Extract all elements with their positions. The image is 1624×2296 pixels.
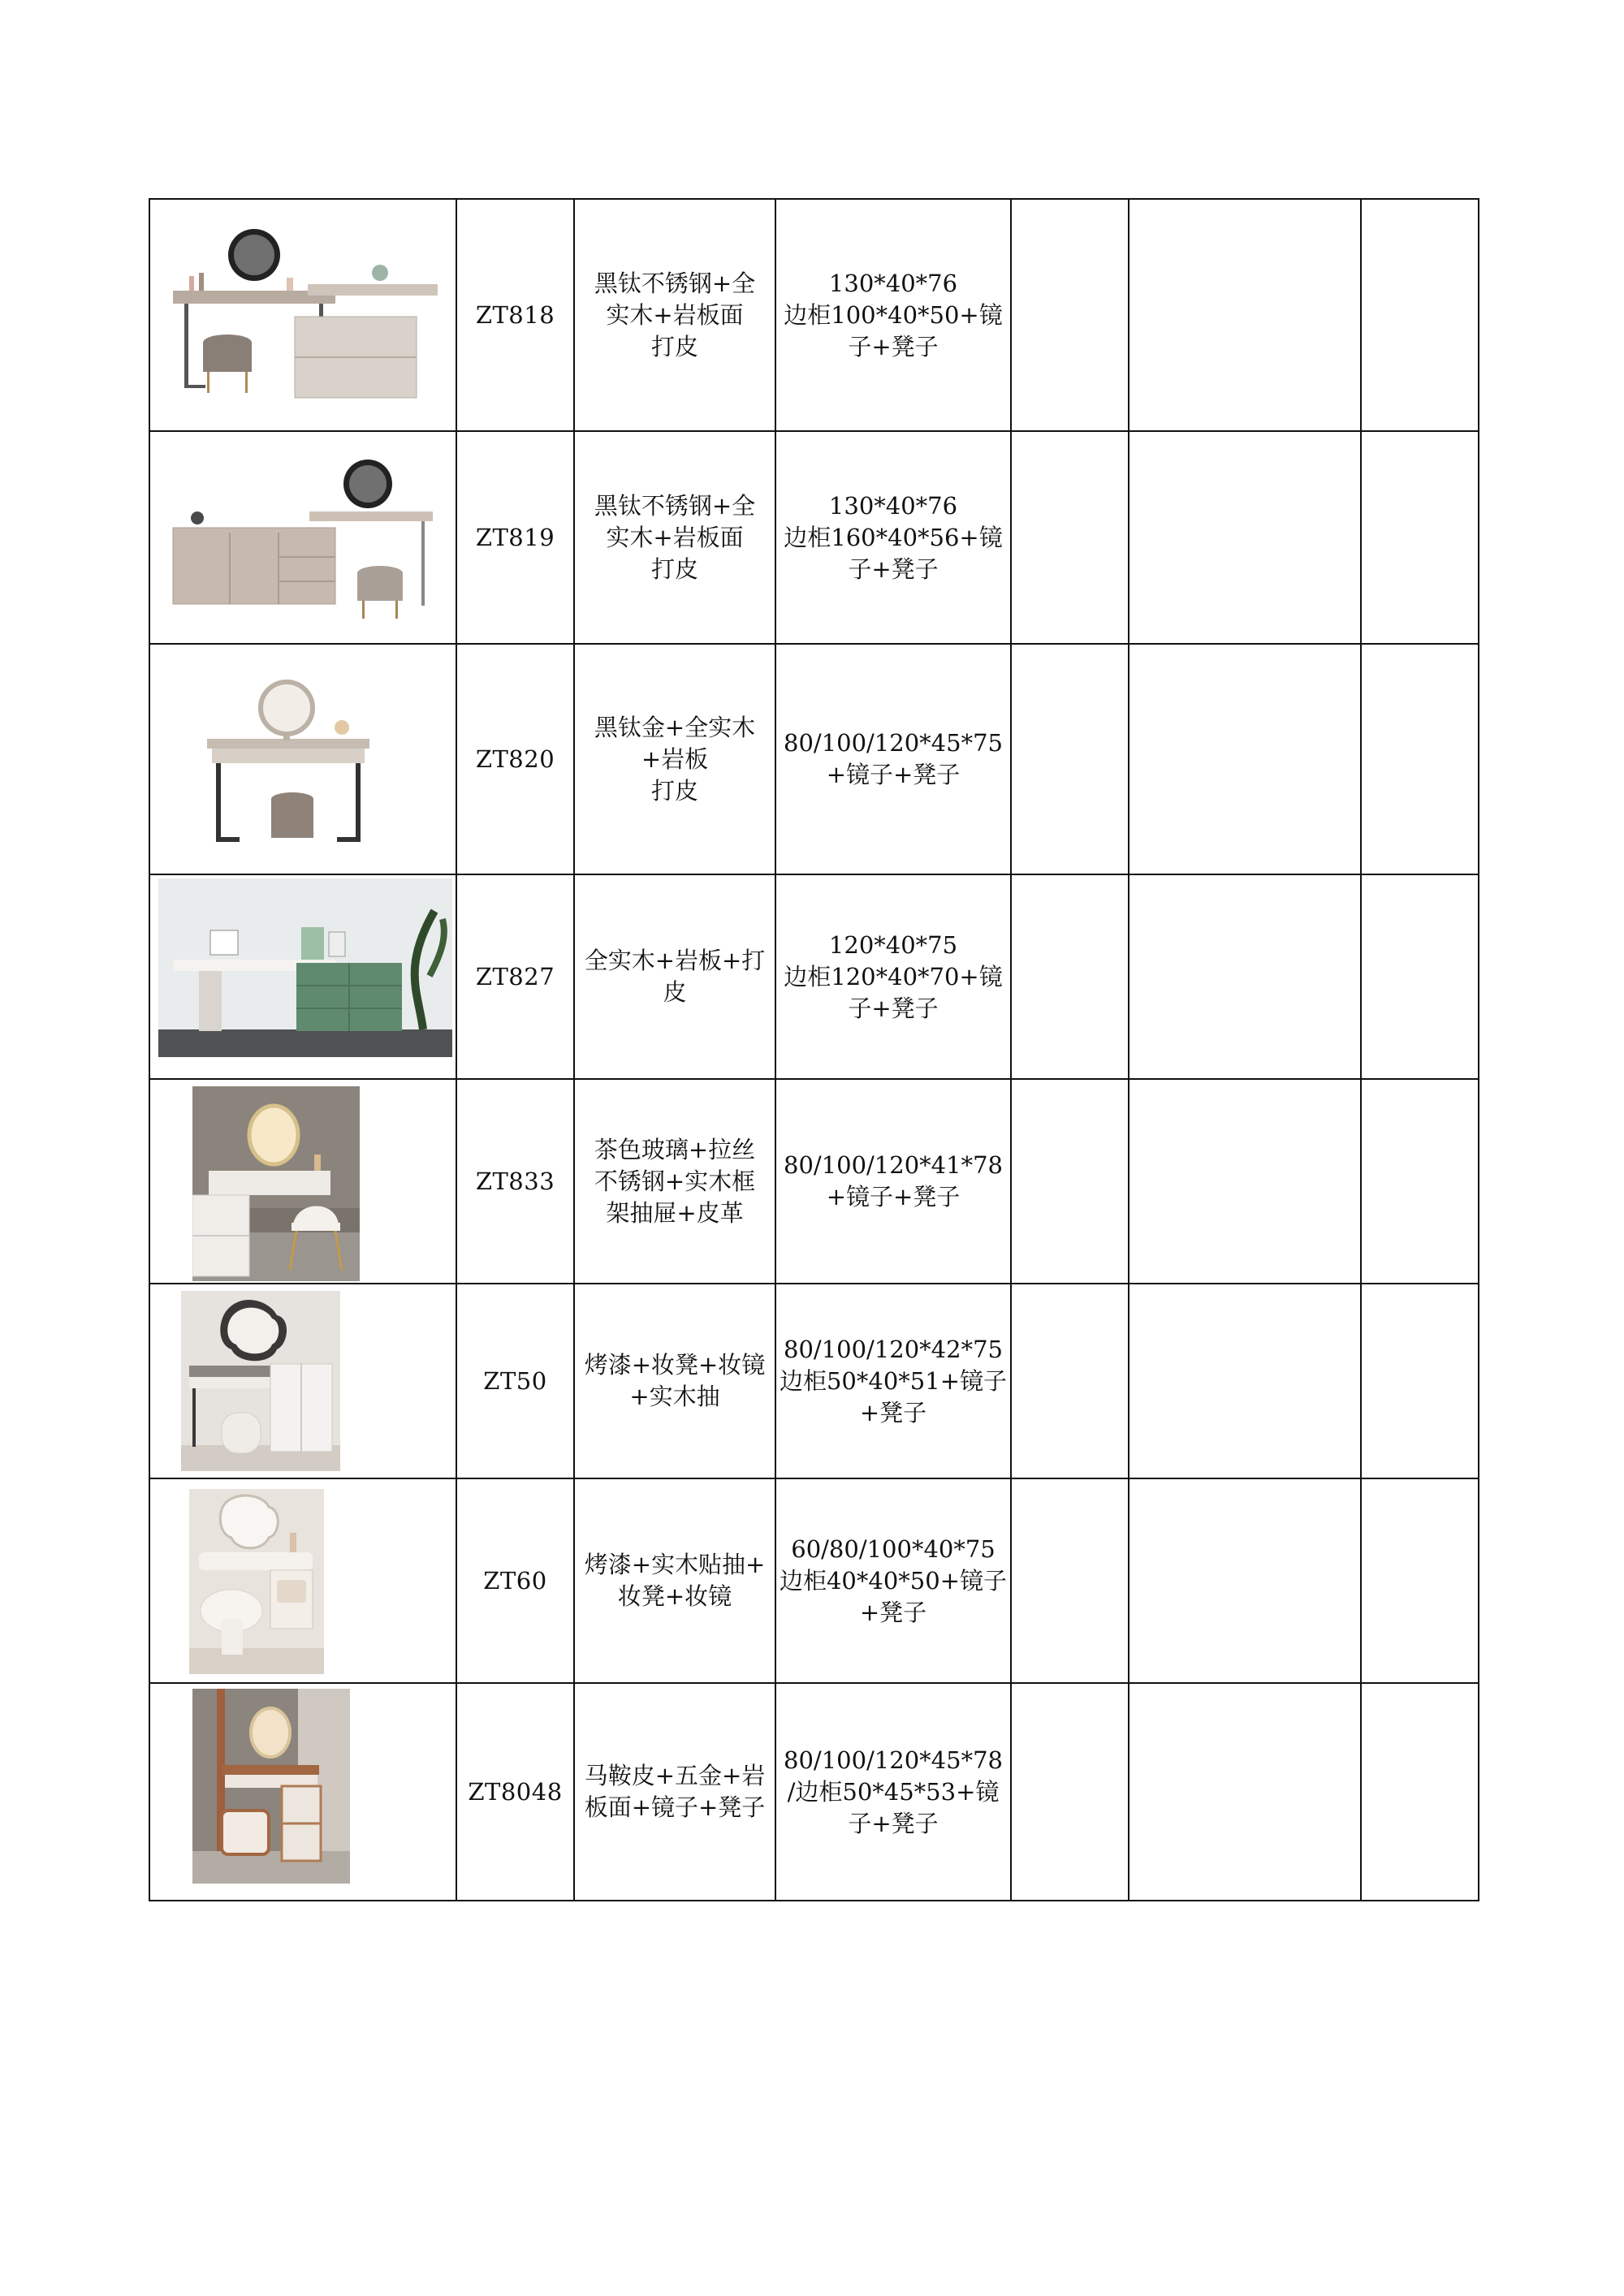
product-photo: [165, 451, 441, 627]
empty-cell: [1129, 1079, 1361, 1284]
table-row: [149, 874, 1479, 1079]
empty-cell: [1361, 431, 1479, 644]
product-photo: [192, 1086, 360, 1281]
empty-cell: [1011, 1478, 1129, 1683]
empty-cell: [1011, 431, 1129, 644]
empty-cell: [1361, 1079, 1479, 1284]
size-cell: 130*40*76 边柜100*40*50+镜 子+凳子: [775, 199, 1011, 431]
product-photo: [192, 1689, 350, 1884]
product-photo: [183, 662, 418, 857]
model-number: ZT820: [456, 644, 574, 874]
empty-cell: [1011, 1284, 1129, 1478]
empty-cell: [1129, 199, 1361, 431]
empty-cell: [1361, 874, 1479, 1079]
empty-cell: [1011, 1683, 1129, 1901]
empty-cell: [1129, 1478, 1361, 1683]
empty-cell: [1129, 1683, 1361, 1901]
empty-cell: [1129, 874, 1361, 1079]
material-cell: 烤漆+妆凳+妆镜 +实木抽: [574, 1284, 775, 1478]
material-cell: 马鞍皮+五金+岩 板面+镜子+凳子: [574, 1683, 775, 1901]
table-row: [149, 1478, 1479, 1683]
empty-cell: [1361, 199, 1479, 431]
empty-cell: [1361, 644, 1479, 874]
table-row: [149, 199, 1479, 431]
material-cell: 茶色玻璃+拉丝 不锈钢+实木框 架抽屉+皮革: [574, 1079, 775, 1284]
size-cell: 80/100/120*41*78 +镜子+凳子: [775, 1079, 1011, 1284]
material-cell: 全实木+岩板+打 皮: [574, 874, 775, 1079]
empty-cell: [1129, 1284, 1361, 1478]
material-cell: 黑钛金+全实木 +岩板 打皮: [574, 644, 775, 874]
material-cell: 黑钛不锈钢+全 实木+岩板面 打皮: [574, 431, 775, 644]
model-number: ZT50: [456, 1284, 574, 1478]
model-number: ZT833: [456, 1079, 574, 1284]
empty-cell: [1361, 1683, 1479, 1901]
product-photo-cell: [149, 874, 456, 1079]
material-cell: 烤漆+实木贴抽+ 妆凳+妆镜: [574, 1478, 775, 1683]
table-row: [149, 1284, 1479, 1478]
model-number: ZT818: [456, 199, 574, 431]
table-row: [149, 644, 1479, 874]
table-row: [149, 1079, 1479, 1284]
size-cell: 80/100/120*45*75 +镜子+凳子: [775, 644, 1011, 874]
model-number: ZT60: [456, 1478, 574, 1683]
product-photo-cell: [149, 1478, 456, 1683]
product-photo: [189, 1489, 324, 1674]
product-photo-cell: [149, 199, 456, 431]
empty-cell: [1129, 644, 1361, 874]
empty-cell: [1011, 1079, 1129, 1284]
empty-cell: [1011, 199, 1129, 431]
size-cell: 80/100/120*42*75 边柜50*40*51+镜子 +凳子: [775, 1284, 1011, 1478]
product-photo: [165, 219, 441, 403]
size-cell: 130*40*76 边柜160*40*56+镜 子+凳子: [775, 431, 1011, 644]
product-photo-cell: [149, 1079, 456, 1284]
empty-cell: [1361, 1478, 1479, 1683]
product-photo-cell: [149, 644, 456, 874]
model-number: ZT827: [456, 874, 574, 1079]
model-number: ZT819: [456, 431, 574, 644]
material-cell: 黑钛不锈钢+全 实木+岩板面 打皮: [574, 199, 775, 431]
table-row: [149, 1683, 1479, 1901]
product-photo-cell: [149, 431, 456, 644]
product-table: [149, 198, 1479, 1901]
empty-cell: [1129, 431, 1361, 644]
model-number: ZT8048: [456, 1683, 574, 1901]
empty-cell: [1011, 644, 1129, 874]
empty-cell: [1011, 874, 1129, 1079]
product-photo-cell: [149, 1683, 456, 1901]
size-cell: 120*40*75 边柜120*40*70+镜 子+凳子: [775, 874, 1011, 1079]
product-photo: [181, 1291, 340, 1471]
size-cell: 80/100/120*45*78 /边柜50*45*53+镜 子+凳子: [775, 1683, 1011, 1901]
product-photo-cell: [149, 1284, 456, 1478]
empty-cell: [1361, 1284, 1479, 1478]
size-cell: 60/80/100*40*75 边柜40*40*50+镜子 +凳子: [775, 1478, 1011, 1683]
table-row: [149, 431, 1479, 644]
product-photo: [158, 878, 452, 1057]
